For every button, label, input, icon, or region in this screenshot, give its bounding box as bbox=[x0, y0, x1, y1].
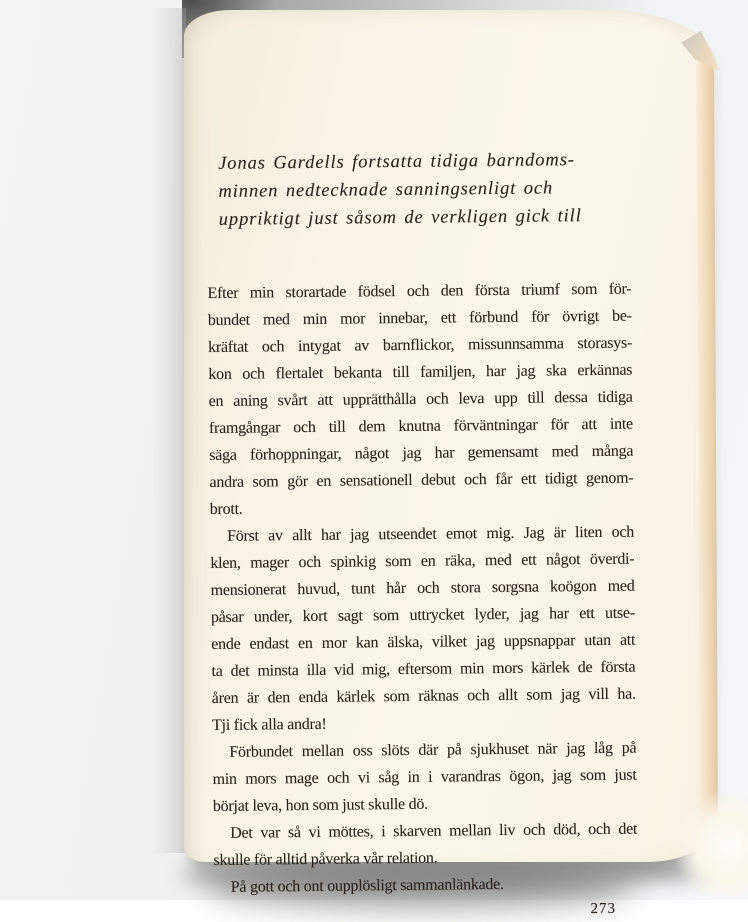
body-line bbox=[213, 816, 637, 847]
word: mors bbox=[492, 659, 524, 678]
word: till bbox=[392, 363, 410, 382]
word: innebar, bbox=[378, 309, 428, 328]
word: bekanta bbox=[333, 364, 382, 382]
word: debut bbox=[420, 471, 456, 489]
word: sjukhuset bbox=[470, 740, 529, 759]
word: ska bbox=[545, 362, 567, 380]
word: minsta bbox=[257, 662, 299, 680]
word: det bbox=[230, 662, 250, 680]
word: som bbox=[373, 607, 400, 625]
word: mig, bbox=[361, 661, 390, 679]
body-line bbox=[212, 681, 636, 712]
heading-line: uppriktigt just såsom de verkligen gick till bbox=[218, 206, 582, 230]
word: får bbox=[495, 470, 513, 488]
word: be- bbox=[611, 307, 632, 325]
word: av bbox=[354, 337, 370, 355]
word: kan bbox=[355, 634, 379, 652]
word: vi bbox=[357, 769, 370, 787]
word: emot bbox=[445, 525, 478, 543]
word: säga bbox=[209, 446, 237, 464]
word: tunt bbox=[350, 580, 376, 598]
word: i bbox=[427, 768, 433, 786]
word: mellan bbox=[449, 822, 492, 840]
word: med bbox=[484, 551, 512, 570]
word: min bbox=[302, 310, 328, 328]
word: är bbox=[553, 524, 566, 542]
word: Efter bbox=[207, 284, 239, 302]
word: ett bbox=[520, 470, 537, 488]
word: vill bbox=[588, 685, 609, 704]
word: gör bbox=[287, 472, 308, 491]
word: på bbox=[621, 739, 637, 757]
word: mor bbox=[321, 634, 347, 652]
word: en bbox=[316, 472, 332, 490]
word: och bbox=[417, 579, 440, 597]
word: har bbox=[548, 605, 569, 623]
word: och bbox=[464, 471, 487, 489]
word: en bbox=[208, 392, 224, 410]
word: stora bbox=[450, 579, 481, 597]
body-line bbox=[209, 465, 633, 496]
word: har bbox=[485, 362, 506, 381]
word: ett bbox=[521, 551, 537, 569]
body-line: skulle för alltid påverka vår relation. bbox=[213, 849, 438, 869]
word: vilket bbox=[431, 633, 467, 651]
word: på bbox=[446, 741, 462, 759]
word: Först bbox=[226, 527, 259, 545]
word: mor bbox=[340, 310, 366, 328]
word: som bbox=[383, 687, 410, 706]
word: död, bbox=[553, 821, 581, 839]
word: något bbox=[545, 551, 581, 569]
word: som bbox=[579, 766, 606, 785]
word: upprätthålla bbox=[342, 390, 417, 409]
word: utan bbox=[584, 631, 611, 650]
word: som bbox=[571, 280, 598, 299]
word: dessa bbox=[554, 389, 588, 407]
word: sagt bbox=[337, 607, 363, 625]
word: jag bbox=[552, 767, 572, 785]
word: erkännas bbox=[577, 361, 633, 380]
word: ett bbox=[440, 309, 457, 327]
body-line: brott. bbox=[209, 500, 243, 518]
word: för bbox=[531, 308, 550, 326]
word: familjen, bbox=[420, 363, 476, 381]
word: och bbox=[406, 282, 430, 300]
word: och bbox=[326, 769, 350, 787]
word: jag bbox=[350, 526, 370, 544]
word: och bbox=[426, 390, 449, 408]
word: hår bbox=[386, 579, 406, 598]
word: som bbox=[385, 552, 412, 571]
word: för bbox=[550, 416, 569, 434]
word: åren bbox=[211, 689, 239, 707]
body-line bbox=[211, 627, 635, 658]
word: vi bbox=[308, 823, 321, 841]
word: skarven bbox=[393, 822, 442, 841]
word: förhoppningar, bbox=[249, 445, 342, 464]
word: in bbox=[407, 768, 420, 786]
word: mage bbox=[284, 769, 319, 788]
word: en bbox=[420, 552, 436, 570]
word: och bbox=[261, 338, 285, 356]
word: uttrycket bbox=[409, 606, 465, 624]
word: kon bbox=[208, 365, 232, 383]
word: som bbox=[252, 473, 279, 491]
word: missunnsamma bbox=[467, 335, 564, 354]
word: ögon, bbox=[509, 767, 545, 785]
body-line: Tji fick alla andra! bbox=[211, 715, 327, 734]
word: barnflickor, bbox=[382, 336, 455, 355]
word: de bbox=[577, 658, 593, 677]
word: ha. bbox=[617, 685, 636, 703]
word: och bbox=[467, 687, 490, 705]
word: spinkig bbox=[330, 553, 376, 571]
chapter-heading bbox=[218, 146, 631, 234]
word: dem bbox=[358, 418, 386, 436]
word: att bbox=[581, 415, 597, 434]
word: älska, bbox=[387, 633, 423, 652]
body-line bbox=[208, 303, 632, 334]
word: jag bbox=[516, 362, 536, 380]
word: förbund bbox=[469, 308, 519, 327]
word: enda bbox=[298, 688, 328, 707]
word: har bbox=[434, 444, 455, 462]
word: att bbox=[317, 391, 333, 409]
word: det bbox=[618, 820, 638, 838]
word: allt bbox=[498, 686, 518, 704]
word: sensationell bbox=[339, 471, 413, 490]
word: andra bbox=[209, 473, 244, 491]
word: räka, bbox=[444, 552, 476, 570]
word: min bbox=[212, 770, 237, 788]
heading-line: Jonas Gardells fortsatta tidiga barndoms- bbox=[218, 150, 575, 174]
word: under, bbox=[253, 608, 293, 626]
word: leva bbox=[458, 390, 485, 408]
word: räknas bbox=[418, 687, 459, 705]
word: gemensamt bbox=[467, 443, 539, 462]
word: sorgsna bbox=[491, 578, 539, 597]
word: kärlek bbox=[531, 659, 570, 677]
word: jag bbox=[566, 740, 586, 758]
word: tidiga bbox=[597, 388, 633, 406]
word: när bbox=[537, 740, 558, 758]
word: intygat bbox=[297, 337, 341, 356]
word: min bbox=[249, 284, 275, 302]
word: kräftat bbox=[207, 338, 249, 356]
word: av bbox=[268, 527, 283, 545]
word: klen, bbox=[210, 554, 241, 572]
word: uppsnappar bbox=[503, 632, 576, 650]
word: triumf bbox=[521, 281, 560, 299]
word: varandras bbox=[440, 767, 501, 786]
word: förväntningar bbox=[453, 416, 538, 435]
word: storartade bbox=[285, 283, 347, 302]
word: storasys- bbox=[577, 334, 633, 353]
body-text bbox=[207, 276, 637, 901]
body-line bbox=[212, 735, 636, 766]
page-text bbox=[206, 146, 638, 922]
word: med bbox=[607, 577, 635, 595]
word: aning bbox=[233, 392, 268, 410]
word: Det bbox=[230, 824, 253, 842]
word: jag bbox=[560, 686, 580, 704]
word: i bbox=[381, 823, 386, 841]
word: knutna bbox=[398, 417, 441, 435]
word: utse- bbox=[604, 604, 635, 622]
word: inte bbox=[609, 415, 633, 433]
word: som bbox=[526, 686, 553, 704]
word: just bbox=[614, 766, 637, 784]
word: liv bbox=[498, 821, 516, 839]
word: såg bbox=[378, 769, 400, 787]
word: låg bbox=[593, 739, 613, 757]
body-line bbox=[210, 573, 634, 604]
word: lyder, bbox=[474, 605, 510, 624]
word: bundet bbox=[207, 311, 250, 329]
word: utseendet bbox=[378, 525, 437, 544]
heading-line: minnen nedtecknade sanningsenligt och bbox=[218, 178, 554, 202]
word: påsar bbox=[210, 608, 244, 626]
word: allt bbox=[292, 526, 312, 545]
word: där bbox=[418, 741, 439, 759]
word: och bbox=[611, 523, 635, 541]
word: första bbox=[600, 658, 636, 676]
word: den bbox=[440, 282, 464, 300]
word: eftersom bbox=[397, 660, 452, 679]
word: ta bbox=[211, 662, 223, 680]
word: svårt bbox=[277, 391, 308, 410]
word: mors bbox=[245, 770, 277, 788]
word: oss bbox=[352, 742, 373, 760]
word: mensionerat bbox=[210, 581, 287, 599]
word: överdi- bbox=[589, 550, 635, 569]
word: jag bbox=[519, 605, 539, 623]
word: upp bbox=[494, 389, 518, 407]
word: och bbox=[293, 418, 316, 437]
word: koögon bbox=[549, 577, 597, 596]
word: flertalet bbox=[275, 364, 324, 383]
spine-edge-shade bbox=[152, 8, 186, 853]
word: ende bbox=[211, 635, 241, 653]
word: övrigt bbox=[562, 307, 599, 326]
word: har bbox=[320, 526, 341, 544]
word: och bbox=[588, 820, 611, 839]
word: var bbox=[260, 824, 281, 842]
word: första bbox=[474, 281, 510, 300]
word: Förbundet bbox=[229, 743, 293, 761]
word: framgångar bbox=[208, 419, 281, 437]
body-line: På gott och ont oupplösligt sammanlänkade. bbox=[230, 875, 504, 896]
word: jag bbox=[475, 633, 495, 651]
word: och bbox=[522, 821, 546, 839]
word: den bbox=[267, 689, 291, 707]
word: med bbox=[262, 311, 290, 329]
word: och bbox=[298, 553, 321, 572]
word: till bbox=[527, 389, 545, 407]
word: mellan bbox=[301, 742, 344, 761]
word: till bbox=[328, 418, 346, 436]
word: endast bbox=[249, 635, 289, 653]
word: mager bbox=[250, 554, 290, 572]
word: många bbox=[591, 442, 634, 460]
word: vid bbox=[334, 661, 354, 679]
body-line: börjat leva, hon som just skulle dö. bbox=[212, 795, 428, 815]
body-line bbox=[208, 384, 632, 415]
word: illa bbox=[306, 661, 327, 679]
word: kärlek bbox=[336, 688, 376, 706]
word: och bbox=[242, 365, 265, 383]
word: ett bbox=[579, 604, 595, 623]
word: jag bbox=[402, 444, 422, 462]
word: så bbox=[287, 824, 301, 842]
word: för- bbox=[608, 280, 632, 298]
word: huvud, bbox=[297, 580, 340, 599]
word: slöts bbox=[381, 741, 410, 760]
word: är bbox=[246, 689, 259, 707]
word: genom- bbox=[585, 469, 634, 488]
page-corner-curl bbox=[672, 788, 748, 896]
word: möttes, bbox=[328, 823, 374, 841]
word: tidigt bbox=[544, 470, 578, 488]
word: min bbox=[459, 660, 485, 678]
word: liten bbox=[574, 523, 603, 542]
page-number: 273 bbox=[590, 900, 617, 918]
word: födsel bbox=[357, 283, 396, 301]
word: mig. bbox=[486, 524, 515, 543]
word: att bbox=[619, 631, 636, 649]
word: Jag bbox=[523, 524, 545, 542]
word: en bbox=[297, 634, 313, 653]
word: kort bbox=[302, 607, 328, 626]
word: med bbox=[551, 443, 579, 461]
word: något bbox=[354, 445, 390, 463]
